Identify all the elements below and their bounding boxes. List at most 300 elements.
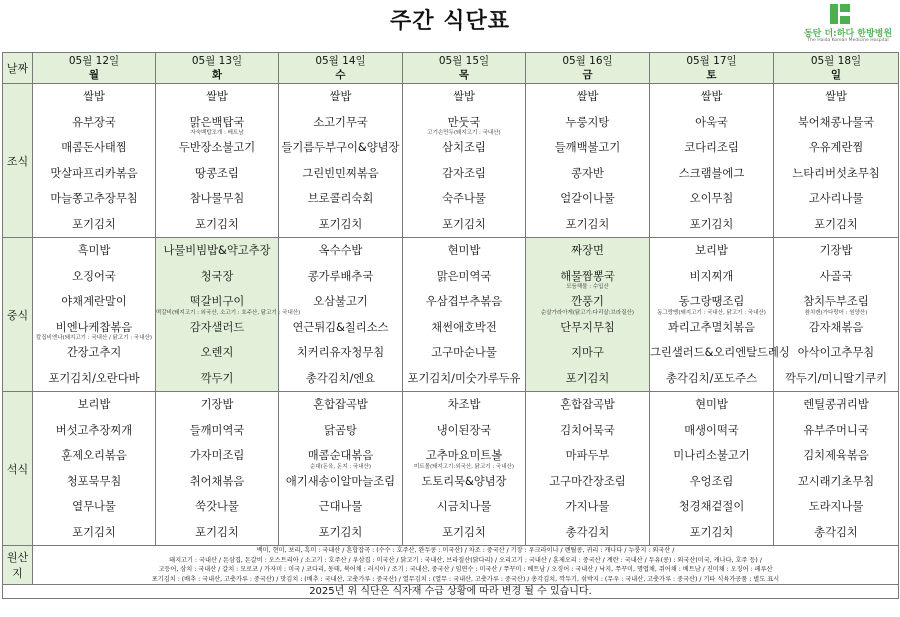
dish-name: 지마구 xyxy=(571,346,604,359)
dish-slot xyxy=(279,443,402,469)
dish-slot xyxy=(156,84,278,110)
dish-slot xyxy=(33,469,155,495)
meal-label: 조식 xyxy=(3,84,33,238)
dish-name: 포기김치/오란다바 xyxy=(48,371,140,385)
dish-name: 땅콩조림 xyxy=(195,166,239,180)
dish-name: 맑은미역국 xyxy=(436,269,492,283)
dish-slot xyxy=(33,161,155,187)
dish-name: 감자채볶음 xyxy=(808,320,864,334)
meal-cell xyxy=(526,238,650,392)
dish-slot xyxy=(33,110,155,136)
dish-name: 보리밥 xyxy=(695,244,728,257)
dish-origin-note: 참치캔(가다랑어 : 원양산) xyxy=(804,309,868,316)
dish-name: 포기김치 xyxy=(442,525,486,539)
dish-slot xyxy=(403,212,525,238)
dish-slot xyxy=(279,315,402,341)
dish-slot xyxy=(650,443,773,469)
dish-name: 깐풍기 xyxy=(571,295,604,308)
dish-slot xyxy=(279,289,402,315)
origin-label: 원산지 xyxy=(3,546,33,585)
weekly-menu-table xyxy=(2,52,899,599)
dish-slot xyxy=(279,469,402,495)
day-date: 05월 18일 xyxy=(810,55,862,67)
dish-name: 오삼불고기 xyxy=(313,295,368,308)
meal-cell xyxy=(403,84,526,238)
dish-slot xyxy=(279,238,402,264)
dish-name: 포기김치 xyxy=(195,217,239,231)
dish-name: 꼬시래기초무침 xyxy=(797,474,875,488)
dish-name: 오렌지 xyxy=(200,346,234,359)
day-header xyxy=(526,53,650,84)
dish-name: 쌀밥 xyxy=(453,90,475,103)
dish-name: 떡갈비구이 xyxy=(189,295,245,308)
dish-origin-note: 동그랑땡(돼지고기 : 국내산, 닭고기 : 국내산) xyxy=(657,309,766,316)
dish-slot xyxy=(774,443,898,469)
dish-name: 총각김치/엔요 xyxy=(305,371,376,385)
dish-name: 포기김치 xyxy=(72,525,116,539)
dish-origin-note: 떡갈비(돼지고기 : 외국산, 소고기 : 호주산, 닭고기 : 국내산) xyxy=(156,309,301,316)
dish-slot xyxy=(156,161,278,187)
dish-name: 브로콜리숙회 xyxy=(307,192,374,205)
dish-slot xyxy=(526,264,649,290)
dish-name: 들깨미역국 xyxy=(189,423,245,437)
meal-cell xyxy=(526,392,650,546)
dish-slot xyxy=(156,110,278,136)
dish-slot xyxy=(403,340,525,366)
dish-slot xyxy=(403,110,525,136)
dish-name: 그린샐러드&오리엔탈드레싱 xyxy=(650,346,790,359)
dish-slot xyxy=(650,340,790,366)
dish-origin-note: 자숙백탑조개 : 베트남 xyxy=(190,130,244,136)
dish-name: 우유계란찜 xyxy=(808,141,864,154)
dish-slot xyxy=(33,289,155,315)
dish-slot xyxy=(650,161,773,187)
dish-name: 열무나물 xyxy=(72,500,116,513)
dish-slot xyxy=(33,520,155,546)
dish-slot xyxy=(279,186,402,212)
dish-slot xyxy=(526,110,649,136)
meal-cell xyxy=(774,238,899,392)
dish-slot xyxy=(403,161,525,187)
dish-name: 야채계란말이 xyxy=(61,295,127,308)
dish-slot xyxy=(526,84,649,110)
dish-slot xyxy=(403,494,525,520)
dish-slot xyxy=(650,289,773,315)
dish-name: 쌀밥 xyxy=(576,90,599,103)
dish-slot xyxy=(279,494,402,520)
dish-name: 맛살파프리카볶음 xyxy=(50,166,138,180)
dish-name: 근대나물 xyxy=(318,500,363,513)
dish-name: 가지나물 xyxy=(565,500,610,513)
header-label: 날짜 xyxy=(3,53,33,84)
dish-slot xyxy=(774,418,898,444)
dish-slot xyxy=(156,186,278,212)
dish-origin-note: 순살가라아게(닭고기:다리살:브라질산) xyxy=(540,309,634,316)
day-header xyxy=(279,53,403,84)
dish-name: 들깨백불고기 xyxy=(554,141,621,154)
dish-name: 만둣국 xyxy=(447,115,481,129)
dish-slot xyxy=(403,366,525,392)
dish-name: 쌀밥 xyxy=(83,90,105,103)
dish-name: 청포묵무침 xyxy=(66,474,122,488)
dish-slot xyxy=(279,392,402,418)
dish-name: 유부장국 xyxy=(72,115,116,129)
dish-name: 콩자반 xyxy=(571,166,604,180)
dish-name: 스크램블에그 xyxy=(678,166,745,180)
dish-name: 참나물무침 xyxy=(189,192,245,205)
dish-slot xyxy=(403,469,525,495)
day-date: 05월 12일 xyxy=(68,55,120,67)
dish-name: 고추마요미트볼 xyxy=(425,449,503,462)
dish-name: 총각김치 xyxy=(565,525,610,539)
dish-slot xyxy=(774,366,898,392)
dish-name: 가자미조림 xyxy=(189,449,245,462)
origin-line: 고등어, 삼치 : 국내산 / 갈치 : 모로코 / 가자미 : 미국 / 코다리, 동태, 북어채 : 러시아 / 조기 : 국내산, 중국산 / 임연수 : 미국산 / 쭈꾸미 : 베트남 / 오징어 : 국내산 / 낙지, 쭈꾸미, 명엽채, 쥐어채 : 베트남 / 진미채 : 오징어 : 페루산 xyxy=(158,566,773,573)
dish-slot xyxy=(650,238,773,264)
dish-name: 동그랑땡조림 xyxy=(678,295,745,308)
dish-slot xyxy=(774,392,898,418)
origin-line: 백미, 현미, 보리, 흑미 : 국내산 / 혼합잡곡 : (수수 : 호주산, 완두콩 : 미국산) / 차조 : 중국산 / 기장 : 우크라이나 / 렌틸콩, 귀리 : 캐나다 / 누룽지 : 외국산 / xyxy=(256,547,675,554)
dish-slot xyxy=(33,238,155,264)
dish-slot xyxy=(526,289,649,315)
day-header xyxy=(156,53,279,84)
meal-cell xyxy=(156,392,279,546)
dish-name: 애기새송이알마늘조림 xyxy=(285,474,396,488)
dish-slot xyxy=(279,161,402,187)
dish-slot xyxy=(650,135,773,161)
dish-name: 총각김치/포도주스 xyxy=(665,371,758,385)
dish-slot xyxy=(156,520,278,546)
dish-name: 마늘쫑고추장무침 xyxy=(50,192,138,205)
dish-name: 흑미밥 xyxy=(77,244,111,257)
day-header xyxy=(650,53,774,84)
dish-name: 짜장면 xyxy=(571,244,604,257)
origin-line: 포기김치 : (배추 : 국내산, 고춧가루 : 중국산) / 맛김치 : (배추 : 국내산, 고춧가루 : 중국산) / 열무김치 : (열무 : 국내산, 고춧가루 : 중국산) / 총각김치, 깍두기, 섞박지 : (무우 : 국내산, 고춧가루 : 중국산) / 기타 식육가공품 : 별도 표시 xyxy=(151,575,780,583)
dish-slot xyxy=(403,392,525,418)
day-weekday: 수 xyxy=(335,69,346,81)
dish-slot xyxy=(156,135,278,161)
dish-slot xyxy=(156,238,278,264)
header-row xyxy=(3,53,899,84)
dish-slot xyxy=(33,135,155,161)
dish-slot xyxy=(279,84,402,110)
dish-name: 오징어국 xyxy=(72,269,116,283)
dish-name: 포기김치 xyxy=(814,217,858,231)
meal-row xyxy=(3,392,899,546)
dish-name: 취어채볶음 xyxy=(189,474,245,488)
meal-cell xyxy=(650,84,774,238)
origin-row xyxy=(3,546,899,585)
dish-name: 매생이떡국 xyxy=(684,423,739,437)
footer-row xyxy=(3,585,899,599)
dish-slot xyxy=(156,212,278,238)
dish-name: 꽈리고추멸치볶음 xyxy=(667,320,756,334)
dish-origin-note: 미트볼(돼지고기:외국산, 닭고기 : 국내산) xyxy=(414,463,514,470)
dish-slot xyxy=(403,186,525,212)
dish-slot xyxy=(156,289,301,316)
dish-slot xyxy=(526,135,649,161)
dish-slot xyxy=(156,469,278,495)
dish-name: 포기김치 xyxy=(195,525,239,539)
dish-slot xyxy=(403,418,525,444)
dish-slot xyxy=(33,84,155,110)
meal-cell xyxy=(279,238,403,392)
dish-name: 아삭이고추무침 xyxy=(797,346,875,359)
meal-cell xyxy=(774,392,899,546)
dish-slot xyxy=(650,418,773,444)
dish-slot xyxy=(774,238,898,264)
dish-name: 해물짬뽕국 xyxy=(560,269,615,283)
dish-origin-note: 고기손만두(돼지고기 : 국내산) xyxy=(427,130,501,136)
meal-cell xyxy=(650,392,774,546)
dish-slot xyxy=(526,238,649,264)
dish-slot xyxy=(403,238,525,264)
dish-slot xyxy=(279,212,402,238)
dish-name: 얼갈이나물 xyxy=(560,192,615,205)
hospital-logo-subtitle: The Haida Korean Medicine Hospital xyxy=(807,38,889,43)
dish-slot xyxy=(526,161,649,187)
dish-name: 도토리묵&양념장 xyxy=(421,474,507,488)
dish-name: 깍두기/미니딸기쿠키 xyxy=(784,371,888,385)
day-weekday: 금 xyxy=(582,69,593,81)
meal-cell xyxy=(279,84,403,238)
dish-name: 포기김치 xyxy=(689,217,734,231)
dish-name: 우삼겹부추볶음 xyxy=(425,295,503,308)
dish-origin-note: 모듬해물 : 수입산 xyxy=(566,284,609,290)
dish-name: 들기름두부구이&양념장 xyxy=(281,141,400,154)
dish-slot xyxy=(156,443,278,469)
dish-name: 포기김치/미숫가루두유 xyxy=(407,371,521,385)
dish-name: 사골국 xyxy=(819,269,853,283)
dish-name: 옥수수밥 xyxy=(318,244,363,257)
dish-name: 포기김치 xyxy=(442,217,486,231)
dish-slot xyxy=(403,264,525,290)
dish-slot xyxy=(526,392,649,418)
dish-name: 단무지무침 xyxy=(560,320,615,334)
dish-name: 고구마순나물 xyxy=(431,346,497,359)
dish-slot xyxy=(650,84,773,110)
dish-name: 쌀밥 xyxy=(329,90,352,103)
dish-name: 포기김치 xyxy=(565,217,610,231)
dish-slot xyxy=(279,340,402,366)
dish-slot xyxy=(403,135,525,161)
dish-name: 기장밥 xyxy=(200,398,234,411)
dish-slot xyxy=(279,366,402,392)
meal-cell xyxy=(279,392,403,546)
meal-cell xyxy=(403,392,526,546)
dish-slot xyxy=(33,418,155,444)
meal-cell xyxy=(156,84,279,238)
dish-slot xyxy=(774,469,898,495)
dish-name: 현미밥 xyxy=(447,244,481,257)
dish-name: 포기김치 xyxy=(565,371,610,385)
dish-name: 포기김치 xyxy=(689,525,734,539)
dish-slot xyxy=(33,186,155,212)
dish-slot xyxy=(33,212,155,238)
dish-slot xyxy=(774,315,898,341)
dish-name: 치커리유자청무침 xyxy=(296,346,385,359)
dish-name: 유부주머니국 xyxy=(803,423,869,437)
dish-name: 깍두기 xyxy=(200,371,234,385)
meal-label: 석식 xyxy=(3,392,33,546)
dish-slot xyxy=(650,110,773,136)
dish-slot xyxy=(33,340,155,366)
dish-slot xyxy=(526,443,649,469)
dish-name: 비엔나케찹볶음 xyxy=(55,320,133,334)
dish-slot xyxy=(774,340,898,366)
dish-name: 비지찌개 xyxy=(689,269,734,283)
dish-name: 매콤순대볶음 xyxy=(307,449,374,462)
dish-slot xyxy=(403,84,525,110)
dish-name: 김치제육볶음 xyxy=(803,449,869,462)
dish-slot xyxy=(156,264,278,290)
dish-slot xyxy=(156,418,278,444)
dish-name: 버섯고추장찌개 xyxy=(55,423,133,437)
dish-name: 오이무침 xyxy=(689,192,734,205)
dish-name: 포기김치 xyxy=(318,217,363,231)
dish-slot xyxy=(650,315,773,341)
dish-slot xyxy=(774,161,898,187)
dish-slot xyxy=(774,84,898,110)
day-header xyxy=(33,53,156,84)
dish-slot xyxy=(526,418,649,444)
dish-slot xyxy=(156,340,278,366)
day-date: 05월 14일 xyxy=(315,55,366,67)
dish-slot xyxy=(403,289,525,315)
dish-name: 고사리나물 xyxy=(808,192,864,205)
dish-name: 누룽지탕 xyxy=(565,115,610,129)
dish-slot xyxy=(650,264,773,290)
dish-slot xyxy=(774,186,898,212)
meal-cell xyxy=(403,238,526,392)
dish-name: 북어채콩나물국 xyxy=(797,115,875,129)
day-weekday: 토 xyxy=(706,69,717,81)
dish-name: 미나리소불고기 xyxy=(673,449,750,462)
dish-slot xyxy=(156,366,278,392)
meal-row xyxy=(3,84,899,238)
dish-name: 김치어묵국 xyxy=(560,423,615,437)
dish-slot xyxy=(33,443,155,469)
dish-slot xyxy=(526,366,649,392)
dish-slot xyxy=(526,186,649,212)
dish-name: 총각김치 xyxy=(814,525,858,539)
dish-name: 코다리조림 xyxy=(684,141,739,154)
meal-cell xyxy=(33,392,156,546)
dish-name: 포기김치 xyxy=(318,525,363,539)
dish-name: 매콤돈사태찜 xyxy=(61,141,127,154)
dish-slot xyxy=(774,520,898,546)
meal-cell xyxy=(774,84,899,238)
footer-notice: 2025년 위 식단은 식자재 수급 상황에 따라 변경 될 수 있습니다. xyxy=(3,585,899,599)
day-date: 05월 15일 xyxy=(438,55,490,67)
day-date: 05월 13일 xyxy=(191,55,243,67)
origin-info xyxy=(33,546,899,585)
dish-name: 쌀밥 xyxy=(825,90,847,103)
dish-name: 느타리버섯초무침 xyxy=(792,166,880,180)
dish-name: 현미밥 xyxy=(695,398,728,411)
dish-name: 소고기무국 xyxy=(313,115,368,129)
dish-name: 차조밥 xyxy=(447,398,481,411)
dish-slot xyxy=(156,315,278,341)
dish-slot xyxy=(774,110,898,136)
dish-name: 닭곰탕 xyxy=(324,423,357,437)
dish-slot xyxy=(156,392,278,418)
hospital-logo-icon xyxy=(830,4,850,24)
dish-name: 아욱국 xyxy=(695,115,728,129)
dish-slot xyxy=(526,315,649,341)
dish-name: 포기김치 xyxy=(72,217,116,231)
dish-slot xyxy=(156,494,278,520)
dish-name: 우엉조림 xyxy=(689,474,734,488)
dish-name: 그린빈민찌볶음 xyxy=(302,166,379,180)
dish-name: 혼합잡곡밥 xyxy=(313,398,368,411)
dish-slot xyxy=(650,520,773,546)
dish-slot xyxy=(650,392,773,418)
dish-name: 혼합잡곡밥 xyxy=(560,398,615,411)
dish-name: 훈제오리볶음 xyxy=(61,449,127,462)
dish-name: 연근튀김&칠리소스 xyxy=(292,320,389,334)
dish-name: 시금치나물 xyxy=(436,500,492,513)
dish-name: 쑥갓나물 xyxy=(195,500,239,513)
meal-cell xyxy=(33,84,156,238)
meal-label: 중식 xyxy=(3,238,33,392)
hospital-logo-name: 동탄 더:하다 한방병원 xyxy=(803,29,893,39)
day-date: 05월 17일 xyxy=(686,55,737,67)
day-weekday: 월 xyxy=(88,69,100,81)
meal-cell xyxy=(156,238,301,392)
dish-slot xyxy=(774,264,898,290)
dish-slot xyxy=(774,289,898,315)
dish-origin-note: 순대(돈육, 돈지 : 국내산) xyxy=(310,463,371,470)
dish-slot xyxy=(774,494,898,520)
dish-name: 마파두부 xyxy=(565,449,610,462)
dish-slot xyxy=(33,315,155,341)
dish-slot xyxy=(650,366,773,392)
dish-name: 맑은백탑국 xyxy=(189,115,245,129)
dish-name: 참치두부조림 xyxy=(803,295,869,308)
dish-slot xyxy=(526,340,649,366)
page-title: 주간 식단표 xyxy=(390,9,510,34)
dish-name: 콩가루배추국 xyxy=(307,269,374,283)
dish-name: 채썬애호박전 xyxy=(431,320,497,334)
dish-slot xyxy=(774,212,898,238)
dish-name: 고구마간장조림 xyxy=(549,474,626,488)
dish-slot xyxy=(526,520,649,546)
dish-name: 청국장 xyxy=(200,269,234,283)
dish-slot xyxy=(403,443,525,469)
day-weekday: 목 xyxy=(458,69,470,81)
dish-slot xyxy=(403,520,525,546)
dish-slot xyxy=(33,264,155,290)
dish-slot xyxy=(650,494,773,520)
dish-slot xyxy=(526,212,649,238)
dish-slot xyxy=(650,212,773,238)
origin-line: 돼지고기 : 국내산 / 돈삼겹, 돈갈비 : 오스트리아 / 소고기 : 호주산 / 우삼겹 : 미국산 / 닭고기 : 국내산, 브라질산(닭다리) / 오리고기 : 국내산 / 훈제오리 : 중국산 / 계란 : 국내산 / 두유(콩) : 외국산(미국, 캐나다, 호주 등) / xyxy=(169,556,762,564)
dish-slot xyxy=(403,315,525,341)
dish-name: 나물비빔밥&약고추장 xyxy=(163,244,271,257)
dish-slot xyxy=(33,392,155,418)
dish-slot xyxy=(279,110,402,136)
dish-name: 쌀밥 xyxy=(206,90,228,103)
dish-slot xyxy=(774,135,898,161)
dish-name: 간장고추지 xyxy=(66,346,122,359)
dish-slot xyxy=(279,520,402,546)
dish-name: 감자샐러드 xyxy=(189,320,245,334)
day-header xyxy=(403,53,526,84)
dish-name: 기장밥 xyxy=(819,244,853,257)
dish-name: 도라지나물 xyxy=(808,500,864,513)
dish-name: 두반장소불고기 xyxy=(178,141,256,154)
